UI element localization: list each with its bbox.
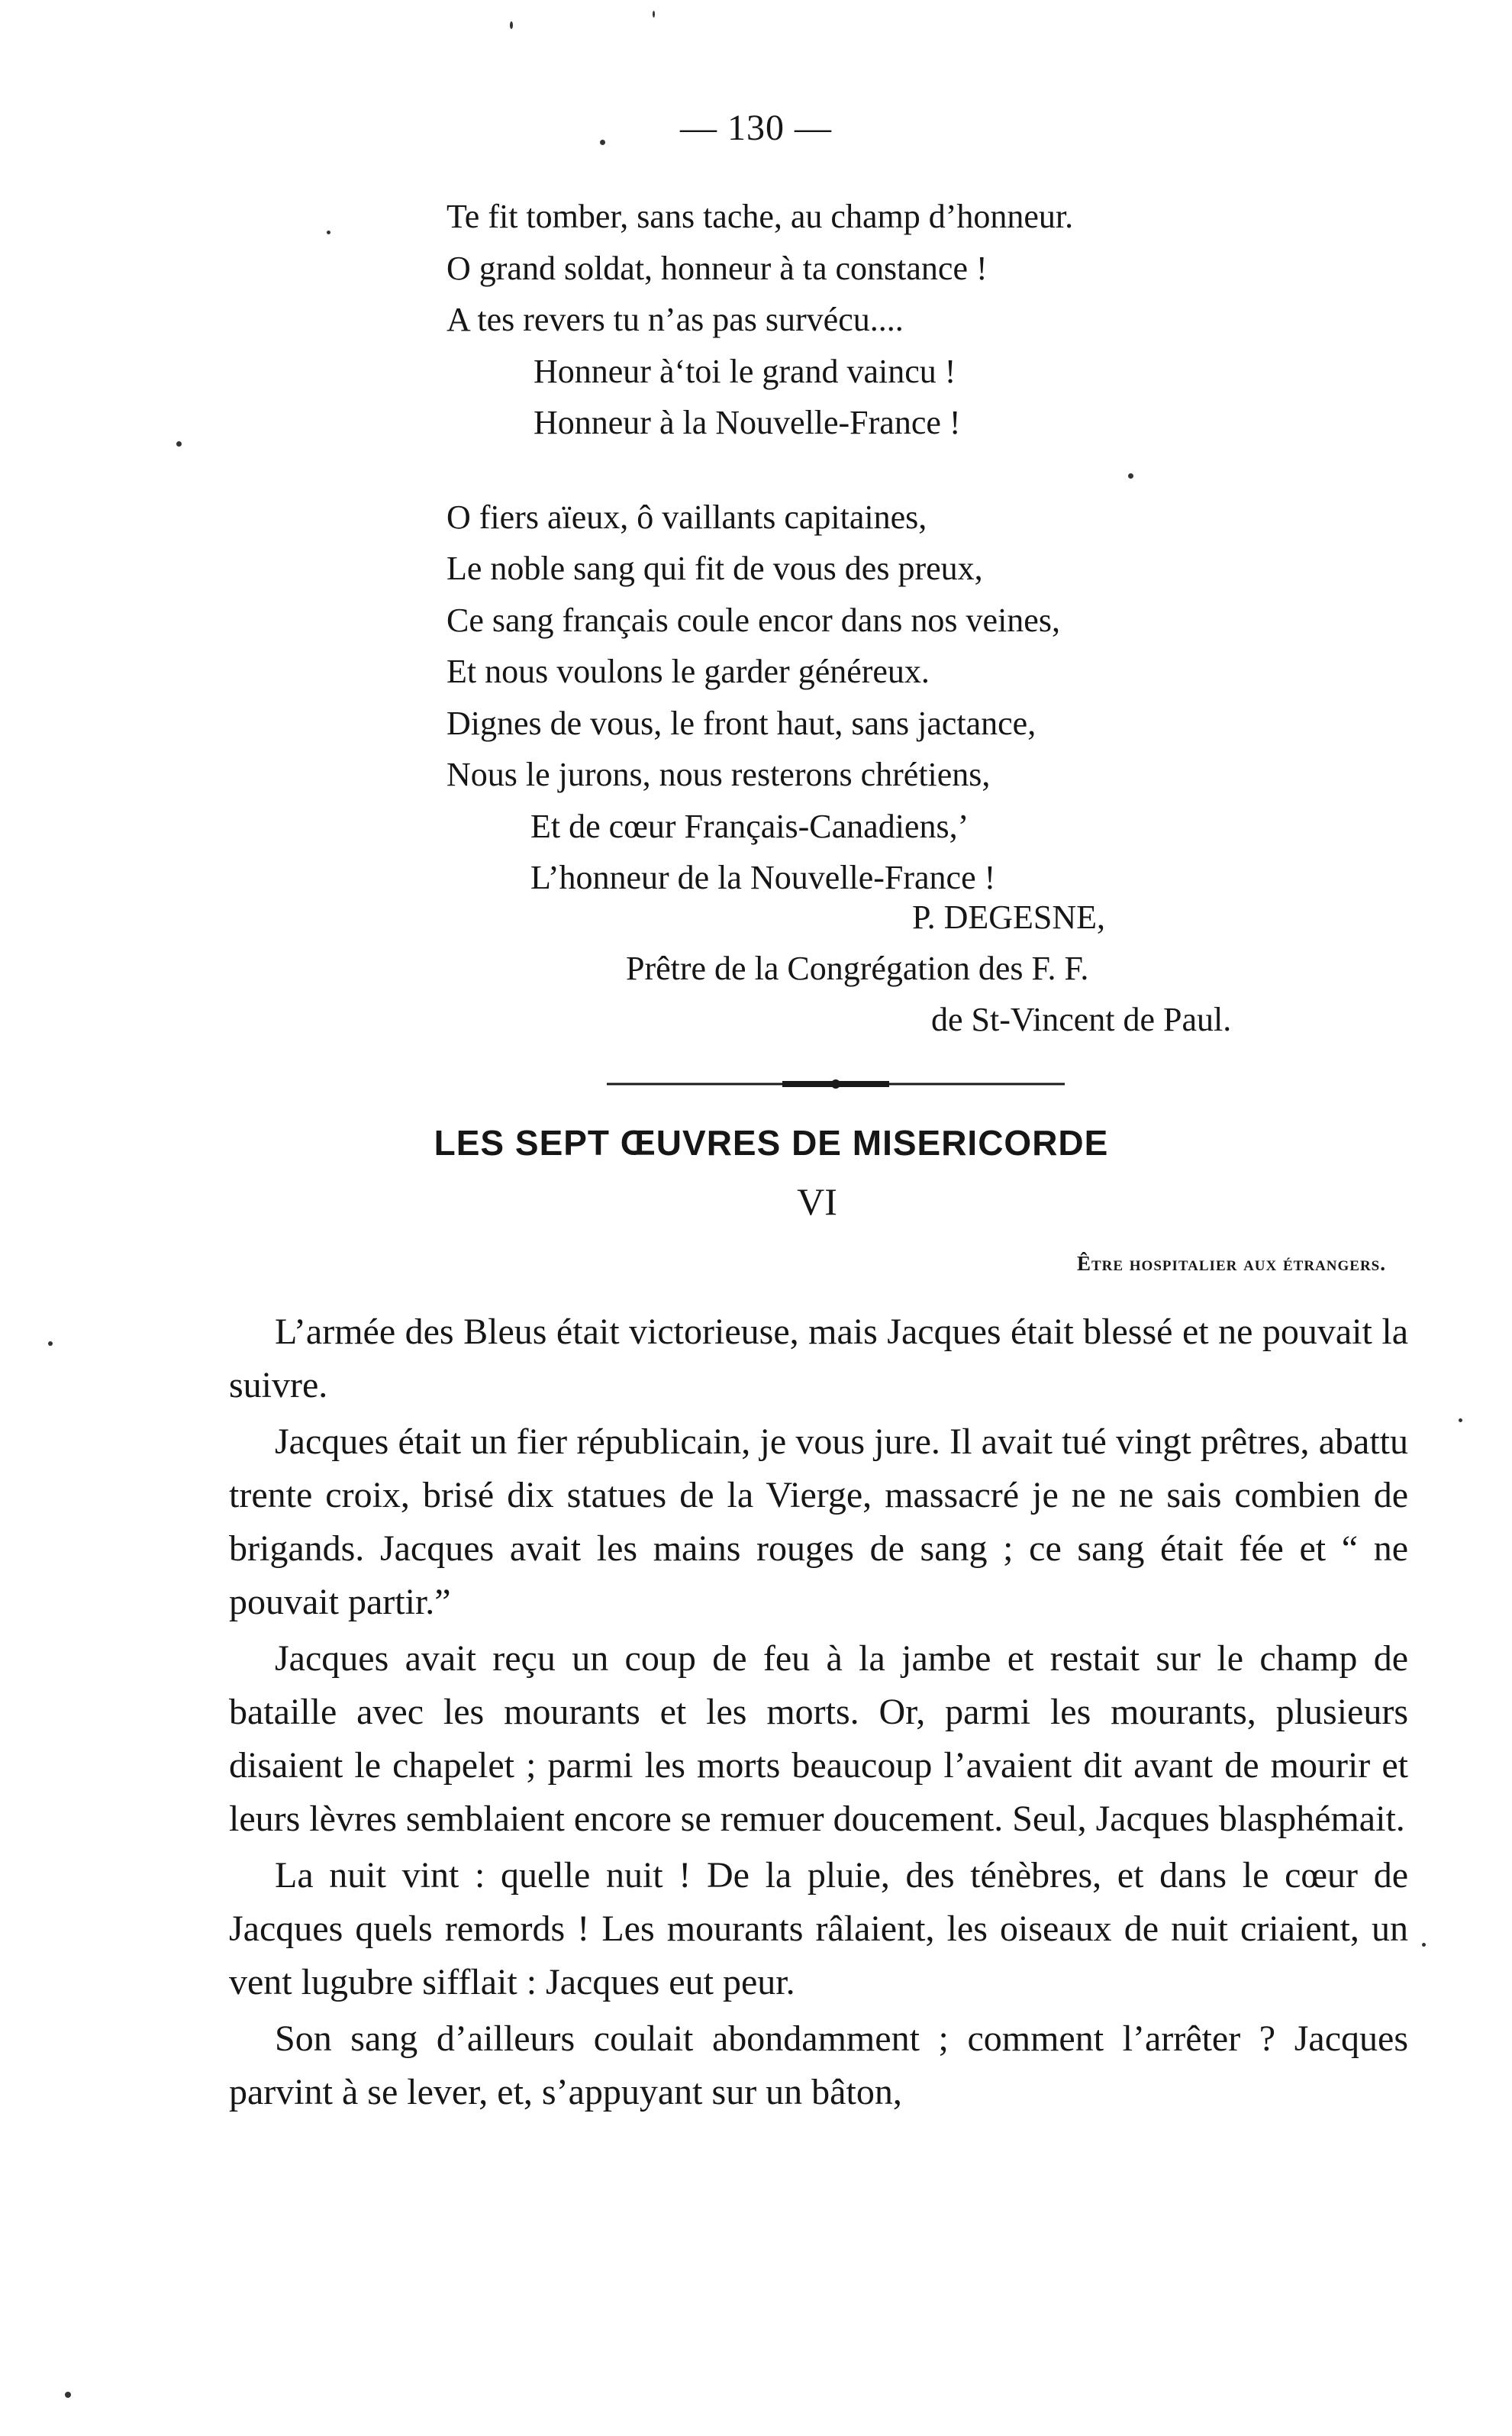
paragraph: Jacques avait reçu un coup de feu à la jambe et restait sur le champ de bataille avec les mourants et les morts. Or, parmi les mourants, plusieurs disaient le chapelet ; parmi les morts beaucoup l’avaient dit avant de mourir et leurs lèvres semblaient encore se remuer doucement. Seul, Jacques blasphémait. — [229, 1638, 1408, 1839]
poem-line: Et nous voulons le garder généreux. — [447, 653, 930, 690]
paragraph: La nuit vint : quelle nuit ! De la pluie, des ténèbres, et dans le cœur de Jacques quels remords ! Les mourants râlaient, les oiseaux de nuit criaient, un vent lugubre sifflait : Jacques eut peur. — [229, 1855, 1408, 2002]
poem-line: Nous le jurons, nous resterons chrétiens, — [447, 756, 991, 793]
paragraph: Jacques était un fier républicain, je vous jure. Il avait tué vingt prêtres, abattu trente croix, brisé dix statues de la Vierge, massacré je ne ne sais combien de brigands. Jacques avait les mains rouges de sang ; ce sang était fée et “ ne pouvait partir.” — [229, 1421, 1408, 1622]
poem-line: Honneur à la Nouvelle-France ! — [534, 404, 961, 441]
poem — [447, 191, 1073, 904]
poem-stanza — [447, 191, 1073, 449]
section-title: LES SEPT ŒUVRES DE MISERICORDE — [434, 1123, 1109, 1163]
signature-name: P. DEGESNE, — [912, 899, 1106, 936]
poem-line: L’honneur de la Nouvelle-France ! — [530, 859, 996, 896]
paragraph: Son sang d’ailleurs coulait abondamment ; comment l’arrêter ? Jacques parvint à se lever, et, s’appuyant sur un bâton, — [229, 2018, 1408, 2112]
poem-line: O fiers aïeux, ô vaillants capitaines, — [447, 498, 927, 536]
poem-line: Te fit tomber, sans tache, au champ d’honneur. — [447, 198, 1074, 235]
stanza-gap — [447, 449, 1073, 492]
section-subtitle: Être hospitalier aux étrangers. — [1076, 1252, 1386, 1275]
poem-line: O grand soldat, honneur à ta constance ! — [447, 249, 988, 287]
poem-line: A tes revers tu n’as pas survécu.... — [447, 301, 904, 338]
page-number: — 130 — — [680, 108, 832, 148]
signature-line: Prêtre de la Congrégation des F. F. — [626, 950, 1089, 987]
poem-stanza — [447, 492, 1073, 904]
section-number: VI — [797, 1180, 837, 1223]
paragraph: L’armée des Bleus était victorieuse, mais Jacques était blessé et ne pouvait la suivre. — [229, 1312, 1408, 1405]
poem-line: Le noble sang qui fit de vous des preux, — [447, 550, 983, 587]
poem-line: Honneur à‘toi le grand vaincu ! — [534, 352, 956, 390]
signature-line: de St-Vincent de Paul. — [931, 1001, 1232, 1038]
prose-body — [229, 1305, 1408, 2119]
poem-line: Dignes de vous, le front haut, sans jactance, — [447, 704, 1036, 742]
poem-line: Et de cœur Français-Canadiens,’ — [530, 807, 969, 845]
poem-line: Ce sang français coule encor dans nos veines, — [447, 601, 1060, 639]
section-divider — [607, 1079, 1065, 1089]
